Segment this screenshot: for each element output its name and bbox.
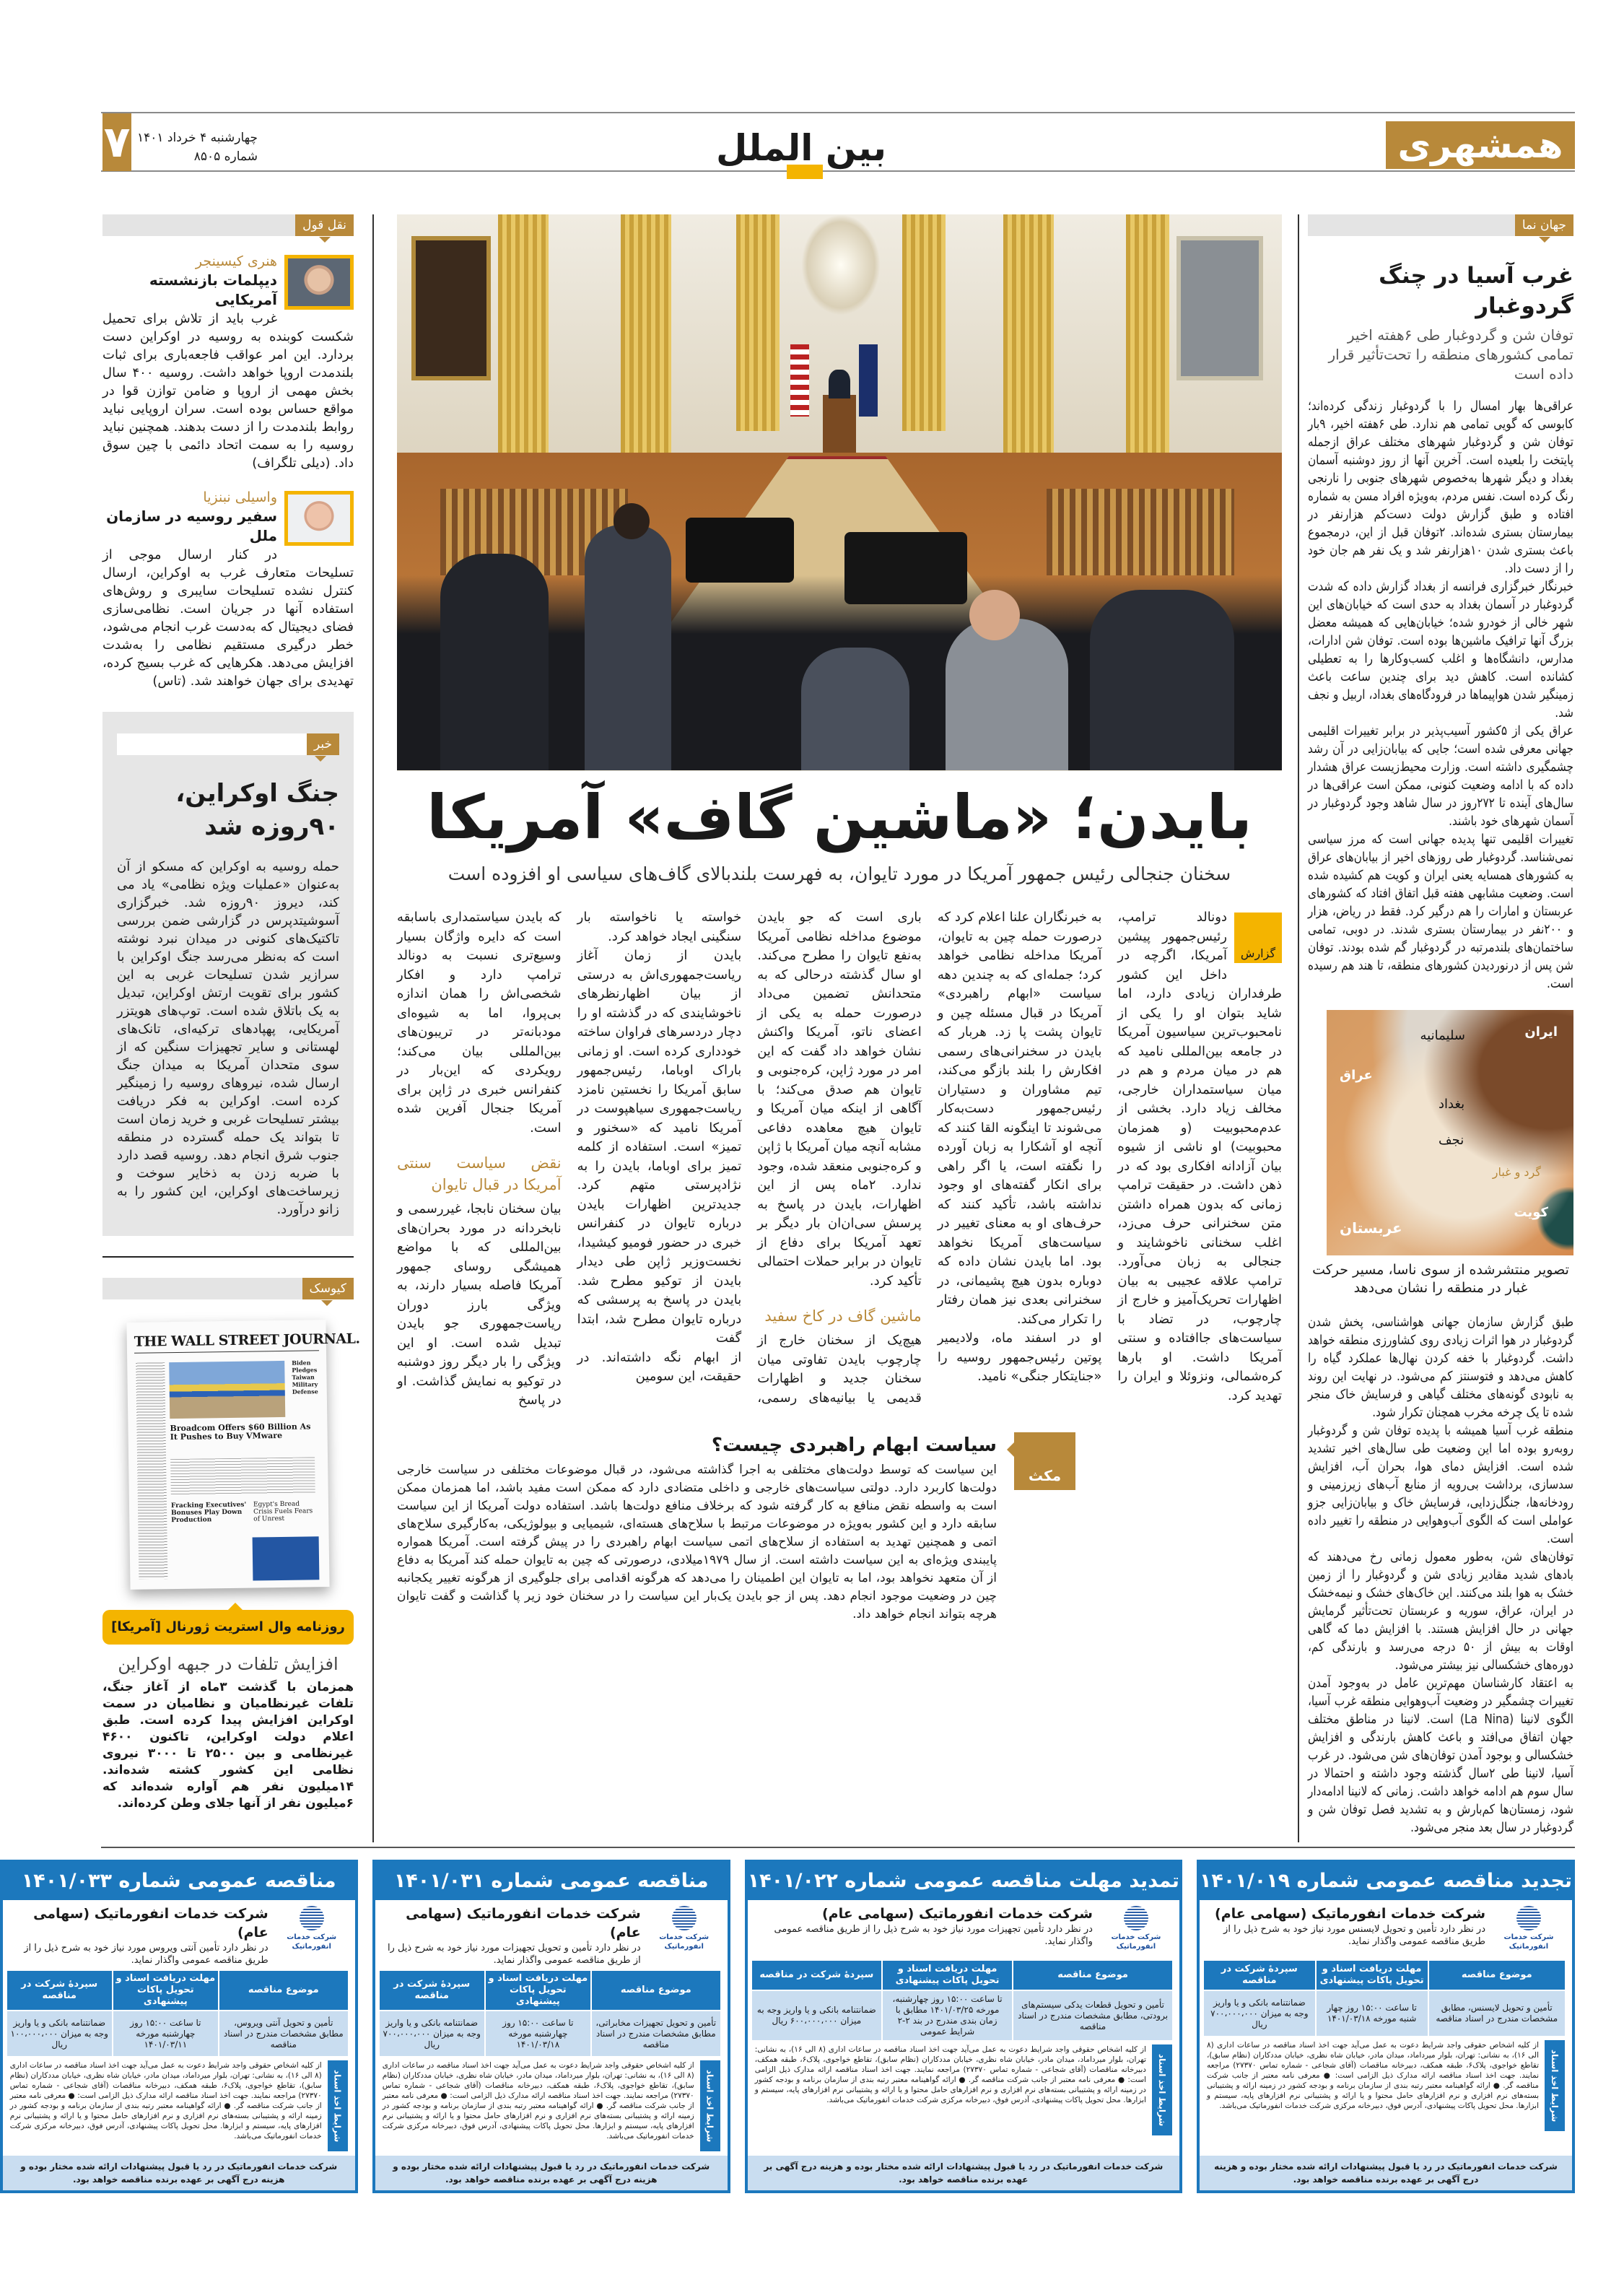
wsj-egypt-headline: Egypt's Bread Crisis Fuels Fears of Unrest — [253, 1500, 313, 1523]
conditions-text: از کلیه اشخاص حقوقی واجد شرایط دعوت به عمل می‌آید جهت اخذ اسناد مناقصه در ساعات اداری (۸ الی ۱۶)، به نشانی: تهران، بلوار میرداماد، میدان مادر، خیابان شاه نظری، خیابان مددکاران (نظام سابق)، تقاطع خواجوی، پلاک۶، طبقه همکف، دبیرخانه مناقصات (آقای شجاعی - شماره تماس ۲۷۳۷۰) مراجعه نمایند. جهت اخذ اسناد مناقصه ارائه مدارک ذیل الزامی است: ● معرفی نامه معتبر از جانب شرکت مناقصه گر. ● ارائه گواهینامه معتبر رتبه بندی از سازمان برنامه و بودجه کشور در زمینه ارائه و پشتیبانی بسته‌های نرم افزاری و نرم افزارهای حامل محتوا و یا ارائه و پشتیبانی نرم افزارهای پایه، سیستم و ابزارها. محل تحویل پاکات پیشنهادی، آدرس فوق، دبیرخانه مرکزی شرکت خدمات انفورماتیک می‌باشد. — [382, 2061, 694, 2140]
quote-author-role: سفیر روسیه در سازمان ملل — [106, 508, 277, 544]
map-label-kuwait: کویت — [1514, 1205, 1548, 1220]
kiosk-title: افزایش تلفات در جبهه اوکراین — [118, 1654, 339, 1674]
tender-subject: تأمین و تحویل لایسنس، مطابق مشخصات مندرج در اسناد مناقصه — [1429, 1991, 1566, 2036]
tender-ad — [372, 1860, 730, 2193]
map-label-iran: ایران — [1524, 1024, 1558, 1040]
map-caption: تصویر منتشرشده از سوی ناسا، مسیر حرکت غبار در منطقه را نشان می‌دهد — [1312, 1262, 1569, 1296]
header-top-rule — [101, 112, 1575, 113]
article-paragraph: توفان‌های شن، به‌طور معمول زمانی رخ می‌دهند که بادهای شدید مقادیر زیادی شن و گردوغبار را از زمین خشک به هوا بلند می‌کنند. این خاک‌های خشک و نیمه‌خشک در ایران، عراق، سوریه و عربستان تحت‌تأثیر گرمایش جهانی در حال افزایش هستند. با افزایش دما که گاهی اوقات به بیش از ۵۰ درجه می‌رسد و بارندگی کم، دوره‌های خشکسالی نیز بیشتر می‌شود. — [1307, 1549, 1573, 1673]
news-label-band — [117, 733, 339, 755]
tender-deadline: تا ساعت ۱۵:۰۰ روز چهار شنبه مورخه ۱۴۰۱/۰۳/۱۸ — [1317, 1991, 1428, 2036]
map-label-baghdad: بغداد — [1439, 1097, 1465, 1112]
company-logo-text: شرکت خدمات انفورماتیک — [1111, 1933, 1161, 1951]
company-logo-text: شرکت خدمات انفورماتیک — [1503, 1933, 1554, 1951]
us-flag — [790, 344, 809, 417]
globe-icon — [672, 1906, 697, 1930]
presidential-flag — [859, 344, 878, 417]
main-article-body — [397, 908, 1282, 1411]
world-label: جهان نما — [1515, 214, 1573, 236]
right-article-subtitle: توفان شن و گردوغبار طی ۶هفته اخیر تمامی کشورهای منطقه را تحت‌تأثیر قرار داده است — [1328, 326, 1573, 383]
biden-press-conference-photo — [397, 214, 1282, 771]
article-paragraph: خبرنگار خبرگزاری فرانسه از بغداد گزارش داده که شدت گردوغبار در آسمان بغداد به حدی است که خیابان‌های این شهر خالی از خودرو شده؛ خیابان‌هایی که همیشه معضل بزرگ آنها ترافیک ماشین‌ها بوده است. توفان شن ادارات، مدارس، دانشگاه‌ها و اغلب کسب‌وکارها را به تعطیلی کشانده است. کاهش دید برای چندین ساعت باعث زمینگیر شدن هواپیماها در فرودگاه‌های بغداد، اربیل و نجف شد. — [1307, 579, 1573, 720]
article-paragraph: که بایدن سیاستمداری باسابقه است که دایره واژگان بسیار وسیع‌تری نسبت به دونالد ترامپ دارد و افکار شخصی‌اش را همان اندازه بی‌پروا، اما به شیوه‌ای مودبانه‌تر در تریبون‌های بین‌المللی بیان می‌کند؛ رویکردی که این‌بار در کنفرانس خبری در ژاپن برای آمریکا جنجال آفرین شده است. — [397, 910, 562, 1136]
tender-conditions — [10, 2060, 348, 2151]
tender-footer: شرکت خدمات انفورماتیک در رد یا قبول پیشنهادات ارائه شده مختار بوده و هزینه درج آگهی بر عهده برنده مناقصه خواهد بود. — [375, 2156, 728, 2190]
quote-text: در کنار ارسال موجی از تسلیحات متعارف غرب به اوکراین، ارسال کنترل نشده تسلیحات سایبری و روش‌های استفاده آنها در جریان است. نظامی‌سازی فضای دیجیتال که به‌دست غرب انجام می‌شود، خطر درگیری مستقیم نظامی را به‌شدت افزایش می‌دهد. هکرهایی که غرب بسیج کرده، تهدیدی برای جهان خواهند شد. (تاس) — [102, 547, 354, 689]
tender-title: مناقصه عمومی شماره ۱۴۰۱/۰۳۱ — [375, 1863, 728, 1900]
tender-intro: در نظر دارد تأمین و تحویل لایسنس مورد نیاز خود به شرح ذیل را از طریق مناقصه عمومی واگذار نماید. — [1223, 1924, 1485, 1947]
wsj-ad-block — [253, 1536, 320, 1580]
right-article-body — [1308, 397, 1573, 993]
article-paragraph: دونالد ترامپ، رئیس‌جمهور پیشین آمریکا، اگرچه در داخل این کشور طرفداران زیادی دارد، اما شاید بتوان او را یکی از نامحبوب‌ترین سیاسیون آمریکا در جامعه بین‌المللی نامید که هم در میان مردم و هم در میان سیاستمداران خارجی، مخالف زیاد دارد. بخشی از عدم‌محبوبیت (و همزمان محبوبیت) او ناشی از شیوه بیان آزادانه افکاری بود که در ذهن داشت. در حقیقت ترامپ زمانی که بدون همراه داشتن متن سخنرانی حرف می‌زد، اغلب سخنانی ناخوشایند و جنجالی به زبان می‌آورد. ترامپ علاقه عجیبی به بیان اظهارات تحریک‌آمیز و خارج از چارچوب، در تضاد با سیاست‌های جاافتاده و سنتی آمریکا داشت. او بارها کره‌شمالی، ونزوئلا و ایران را تهدید کرد. — [1117, 910, 1282, 1403]
quotes-section-label — [102, 214, 354, 236]
column-divider — [1298, 214, 1299, 1842]
makth-label: مکث — [1014, 1432, 1075, 1490]
conditions-text: از کلیه اشخاص حقوقی واجد شرایط دعوت به عمل می‌آید جهت اخذ اسناد مناقصه در ساعات اداری (۸ الی ۱۶)، به نشانی: تهران، بلوار میرداماد، میدان مادر، خیابان شاه نظری، خیابان مددکاران (نظام سابق)، تقاطع خواجوی، پلاک۶، طبقه همکف، دبیرخانه مناقصات (آقای شجاعی - شماره تماس ۲۷۳۷۰) مراجعه نمایند. جهت اخذ اسناد مناقصه ارائه مدارک ذیل الزامی است: ● معرفی نامه معتبر از جانب شرکت مناقصه گر. ● ارائه گواهینامه معتبر رتبه بندی از سازمان برنامه و بودجه کشور در زمینه ارائه و پشتیبانی بسته‌های نرم افزاری و نرم افزارهای حامل محتوا و یا ارائه و پشتیبانی نرم افزارهای پایه، سیستم و ابزارها. محل تحویل پاکات پیشنهادی، آدرس فوق، دبیرخانه مرکزی شرکت خدمات انفورماتیک می‌باشد. — [1206, 2041, 1540, 2110]
company-logo — [1100, 1906, 1172, 1951]
kiosk-section-label — [102, 1278, 354, 1299]
quote-text: غرب باید از تلاش برای تحمیل شکست کوبنده به روسیه در اوکراین دست بردارد. این امر عواقب فاجعه‌باری برای ثبات بلندمدت اروپا خواهد داشت. روسیه ۴۰۰ سال بخش مهمی از اروپا و ضامن توازن قوا در مواقع حساس بوده است. سران اروپایی نباید روابط بلندمدت را از دست بدهند. همچنین نباید روسیه را به سمت اتحاد دائمی با چین سوق داد. (دیلی تلگراف) — [102, 311, 354, 471]
tender-subject: تأمین و تحویل قطعات یدکی سیستم‌های برودتی، مطابق مشخصات مندرج در اسناد مناقصه — [1013, 1991, 1172, 2040]
makth-box — [397, 1432, 1075, 1624]
left-column — [102, 214, 360, 1812]
tender-deadline: تا ساعت ۱۵:۰۰ روز چهارشنبه مورخه ۱۴۰۱/۰۳/۱۱ — [113, 2011, 218, 2056]
company-name: شرکت خدمات انفورماتیک (سهامی عام) — [1215, 1906, 1485, 1922]
wsj-front-page-image — [126, 1320, 360, 1590]
globe-icon — [1516, 1906, 1541, 1930]
issue-date: چهارشنبه ۴ خرداد ۱۴۰۱ — [137, 131, 258, 145]
text-lines — [136, 1362, 167, 1580]
company-name: شرکت خدمات انفورماتیک (سهامی عام) — [821, 1906, 1093, 1922]
tender-intro: در نظر دارد تأمین آنتی ویروس مورد نیاز خود به شرح ذیل را از طریق مناقصه عمومی واگذار نماید. — [24, 1943, 269, 1966]
tender-deposit: ضمانتنامه بانکی و یا واریز وجه به میزان ۶۰۰،۰۰۰،۰۰۰ ریال — [752, 1991, 881, 2040]
tender-title: مناقصه عمومی شماره ۱۴۰۱/۰۳۳ — [3, 1863, 355, 1900]
company-logo — [648, 1906, 720, 1951]
tender-ad — [1197, 1860, 1575, 2193]
kiosk-label: کیوسک — [302, 1278, 354, 1299]
makth-text: این سیاست که توسط دولت‌های مختلفی به اجرا گذاشته می‌شود، در قبال موضوعات مختلفی در سیاست خارجی دولت‌ها کاربرد دارد. دولتی سیاست‌های خارجی و داخلی متضادی دارد که ممکن است مفید باشد، اما همزمان ممکن است به واسطه نقض منافع به کار گرفته شود که برخلاف منافع دولت‌ها باشد. استفاده دولت آمریکا از این سیاست سابقه دارد و این کشور به‌ویژه در موضوعات مرتبط با سلاح‌های هسته‌ای، شیمیایی و بیولوژیکی، به‌کارگیری سلاح‌های اتمی و همچنین تهدید به استفاده از سلاح‌های اتمی سیاست ابهام راهبردی را در پیش گرفته است. آمریکا همواره پایبندی ویژه‌ای به این سیاست داشته است. از سال ۱۹۷۹میلادی، درصورتی که چین به تایوان حمله کند آمریکا به دفاع از آن متعهد نخواهد بود، اما به تایوان این اطمینان را می‌دهد که هرگونه اقدامی برای جلوگیری از هرگونه تغییر یکجانبه چین در وضعیت موجود انجام دهد. پس از جو بایدن یک‌بار این سیاست را در سخنان خود زیر پا گذاشت و گفت تایوان هرچه بتواند انجام خواهد داد. — [397, 1462, 997, 1621]
column-divider — [372, 214, 374, 1842]
article-paragraph: از ابهام نگه داشته‌اند. در حقیقت، این سومین — [577, 1349, 742, 1384]
col-subject-header: موضوع مناقصه — [1429, 1961, 1566, 1990]
newspaper-logo: همشهری — [1386, 121, 1575, 169]
wsj-side-headline: Biden Pledges Taiwan Military Defense — [292, 1359, 318, 1395]
tender-deposit: ضمانتنامه بانکی و یا واریز وجه به میزان ۷۰۰،۰۰۰،۰۰۰ ریال — [1204, 1991, 1315, 2036]
tender-table — [383, 1971, 720, 2056]
company-logo — [1493, 1906, 1565, 1951]
article-paragraph: تغییرات اقلیمی تنها پدیده جهانی است که مرز سیاسی نمی‌شناسد. گردوغبار طی روزهای اخیر از بیابان‌های عراق به کشورهای همسایه یعنی ایران و کویت هم کشیده شده است. وضعیت مشابهی هفته قبل اتفاق افتاد که کشورهای عربستان و امارات را هم درگیر کرد. فقط در ریاض، هزار و ۲۰۰نفر در بیمارستان بستری شدند. در دوبی، تمامی ساختمان‌های بلندمرتبه در گردوغبار گم شده بودند. توفان شن پس از درنوردیدن کشورهای منطقه، تا هند هم رسیده است. — [1307, 832, 1573, 991]
tender-subject: تأمین و تحویل آنتی ویروس، مطابق مشخصات مندرج در اسناد مناقصه — [219, 2011, 348, 2056]
tender-ad — [745, 1860, 1182, 2193]
tender-footer: شرکت خدمات انفورماتیک در رد یا قبول پیشنهادات ارائه شده مختار بوده و هزینه درج آگهی بر عهده برنده مناقصه خواهد بود. — [3, 2156, 355, 2190]
col-subject-header: موضوع مناقصه — [219, 1971, 348, 2010]
company-name: شرکت خدمات انفورماتیک (سهامی عام) — [406, 1906, 641, 1941]
tender-deposit: ضمانتنامه بانکی و یا واریز وجه به میزان ۷۰۰،۰۰۰،۰۰۰ ریال — [380, 2011, 484, 2056]
tender-conditions — [383, 2060, 720, 2151]
nebenzia-portrait — [284, 491, 354, 546]
article-paragraph: منطقه غرب آسیا همیشه با پدیده توفان شن و گردوغبار روبه‌رو بوده اما این وضعیت طی سال‌های اخیر تشدید شده است. افزایش دمای هوا، بحران آب، افزایش سدسازی، برداشت بی‌رویه از منابع آب‌های زیرزمینی و رودخانه‌ها، جنگل‌زدایی، فرسایش خاک و بیابان‌زایی جزو عواملی است که الگوی آب‌وهوایی در منطقه را تغییر داده است. — [1307, 1423, 1573, 1546]
tender-footer: شرکت خدمات انفورماتیک در رد یا قبول پیشنهادات ارائه شده مختار بوده و هزینه درج آگهی بر عهده برنده مناقصه خواهد بود. — [748, 2156, 1179, 2190]
map-label-najaf: نجف — [1439, 1133, 1464, 1148]
article-paragraph: عراق یکی از ۵کشور آسیب‌پذیر در برابر تغییرات اقلیمی جهانی معرفی شده است؛ جایی که بیابان‌زایی در آن رشد چشمگیری داشته است. وزارت محیط‌زیست عراق هشدار داده که با ادامه وضعیت کنونی، ممکن است عراقی‌ها در سال‌های آینده تا ۲۷۲روز در سال شاهد وجود گردوغبار در آسمان شهرهای خود باشند. — [1307, 723, 1573, 829]
right-column — [1308, 214, 1573, 1837]
makth-title: سیاست ابهام راهبردی چیست؟ — [711, 1434, 997, 1456]
tender-conditions — [755, 2044, 1172, 2135]
issue-info — [137, 129, 258, 166]
main-article — [397, 774, 1282, 1624]
header-bottom-rule — [101, 170, 1575, 172]
tender-table — [1207, 1961, 1565, 2036]
tender-table — [755, 1961, 1172, 2040]
tender-table — [10, 1971, 348, 2056]
quotes-label: نقل قول — [295, 214, 354, 236]
world-section-label — [1308, 214, 1573, 236]
company-logo-text: شرکت خدمات انفورماتیک — [659, 1933, 710, 1951]
news-label: خبر — [307, 733, 339, 755]
map-label-saudi: عربستان — [1340, 1219, 1402, 1237]
ads-divider — [101, 1847, 1575, 1848]
wsj-main-headline: Broadcom Offers $60 Billion As It Pushes to Buy VMware — [170, 1421, 311, 1442]
globe-icon — [1124, 1906, 1148, 1930]
col-deposit-header: سپردهٔ شرکت در مناقصه — [7, 1971, 112, 2010]
conditions-label: شرایط اخذ اسناد — [1152, 2044, 1172, 2135]
article-paragraph: به اعتقاد کارشناسان مهم‌ترین عامل در به‌وجود آمدن تغییرات چشمگیر در وضعیت آب‌وهوایی منطقه غرب آسیا، الگوی لانینا (La Nina) است. لانینا در مناطق مختلف جهان اتفاق می‌افتد و باعث کاهش بارندگی و افزایش خشکسالی و بوجود آمدن توفان‌های شن می‌شود. در غرب آسیا، لانینا طی ۲سال گذشته وجود داشته و احتمالا در سال سوم هم ادامه خواهد داشت. زمانی که لانینا ادامه‌دار شود، زمستان‌ها کم‌بارش و به تشدید فصل توفان شن و گردوغبار در سال بعد منجر می‌شود. — [1307, 1676, 1574, 1835]
col-deadline-header: مهلت دریافت اسناد و تحویل پاکات پیشنهادی — [883, 1961, 1012, 1990]
col-subject-header: موضوع مناقصه — [1013, 1961, 1172, 1990]
tender-ad — [0, 1860, 358, 2193]
company-logo-text: شرکت خدمات انفورماتیک — [287, 1933, 337, 1951]
tender-title: تجدید مناقصه عمومی شماره ۱۴۰۱/۰۱۹ — [1200, 1863, 1572, 1900]
tender-intro: در نظر دارد تأمین تجهیزات مورد نیاز خود به شرح ذیل را از طریق مناقصه عمومی واگذار نماید. — [774, 1924, 1093, 1947]
dust-storm-satellite-map — [1327, 1010, 1573, 1255]
kissinger-portrait — [284, 255, 354, 310]
map-label-iraq: عراق — [1340, 1068, 1373, 1083]
article-paragraph: بایدن از زمان آغاز ریاست‌جمهوری‌اش به درستی از بیان اظهارنظرهای ناخوشایندی که در گذشته او را دچار دردسرهای فراوان ساخته خودداری کرده است. او زمانی باراک اوباما، رئیس‌جمهور سابق آمریکا را نخستین نامزد ریاست‌جمهوری سیاهپوست در آمریکا نامید که «سخنور و تمیز» است. استفاده از کلمه تمیز برای اوباما، بایدن را به نژادپرستی متهم کرد. جدیدترین اظهارات بایدن درباره تایوان در کنفرانس خبری در حضور فومیو کیشیدا، نخست‌وزیر ژاپن طی دیدار بایدن از توکیو مطرح شد. بایدن در پاسخ به پرسشی که درباره تایوان مطرح شد، ابتدا گفت — [577, 948, 742, 1346]
news-box — [102, 712, 354, 1236]
section-title: بین الملل — [715, 127, 887, 169]
tender-intro: در نظر دارد تأمین و تحویل تجهیزات مورد نیاز خود به شرح ذیل را از طریق مناقصه عمومی واگذار نماید. — [387, 1943, 641, 1966]
divider — [102, 1256, 354, 1258]
front-page-photo — [169, 1361, 285, 1419]
map-label-dust: گرد و غبار — [1492, 1165, 1541, 1179]
article-paragraph: عراقی‌ها بهار امسال را با گردوغبار زندگی کرده‌اند؛ کابوسی که گویی تمامی هم ندارد. طی ۶هفته اخیر، ۹بار توفان شن و گردوغبار شهرهای مختلف عراق ازجمله پایتخت را بلعیده است. آخرین آنها از روز دوشنبه آسمان بغداد و دیگر شهرها به‌خصوص شهرهای جنوبی را نارنجی رنگ کرده است. نفس مردم، به‌ویژه افراد مسن به شماره افتاده و طبق گزارش دولت دست‌کم هزارنفر در بیمارستان بستری شده‌اند. ۲توفان قبل از این، درمجموع باعث بستری شدن ۱۰هزارنفر شد و یک نفر هم جان خود را از دست داد. — [1307, 399, 1573, 576]
col-deposit-header: سپردهٔ شرکت در مناقصه — [752, 1961, 881, 1990]
page-number: ۷ — [102, 113, 131, 171]
wsj-sub-headline: Fracking Executives' Bonuses Play Down Production — [170, 1501, 247, 1525]
wsj-masthead: THE WALL STREET JOURNAL. — [134, 1331, 319, 1354]
article-paragraph: طبق گزارش سازمان جهانی هواشناسی، پخش شدن گردوغبار در هوا اثرات زیادی روی کشاورزی منطقه خواهد داشت. گردوغبار با خفه کردن نهال‌ها عملکرد گیاه را کاهش می‌دهد و فتوسنتز کم می‌شود. در نهایت این روند به نابودی گونه‌های مختلف گیاهی و فرسایش خاک منجر شده تا یک چرخه مخرب همچنان تکرار شود. — [1307, 1315, 1573, 1420]
right-article-body-continued — [1308, 1313, 1573, 1837]
main-headline: بایدن؛ «ماشین گاف» آمریکا — [427, 782, 1252, 853]
tender-deposit: ضمانتنامه بانکی و یا واریز وجه به میزان ۱۰۰،۰۰۰،۰۰۰ ریال — [7, 2011, 112, 2056]
tender-footer: شرکت خدمات انفورماتیک در رد یا قبول پیشنهادات ارائه شده مختار بوده و هزینه درج آگهی بر عهده برنده مناقصه خواهد بود. — [1200, 2156, 1572, 2190]
quote-nebenzia — [102, 488, 354, 690]
quote-author-role: دیپلمات بازنشسته آمریکایی — [149, 271, 277, 308]
article-paragraph: هیچ‌یک از سخنان خارج از چارچوب بایدن تفاوتی میان سخنان جدید و اظهارات قدیمی یا بیانیه‌های رسمی، خواسته یا ناخواسته بار سنگینی ایجاد خواهد کرد. — [577, 910, 922, 1406]
col-deadline-header: مهلت دریافت اسناد و تحویل پاکات پیشنهادی — [486, 1971, 590, 2010]
article-paragraph: او در اسفند ماه، ولادیمیر پوتین رئیس‌جمهور روسیه را «جنایتکار جنگی» نامید. — [937, 1331, 1102, 1384]
issue-number: شماره ۸۵۰۵ — [193, 149, 258, 164]
article-paragraph: بیان سخنان نابجا، غیررسمی و نابخردانه در مورد بحران‌های بین‌المللی که با مواضع همیشگی روسای جمهور آمریکا فاصله بسیار دارند، به ویژگی بارز دوران ریاست‌جمهوری جو بایدن تبدیل شده است. او این ویژگی را بار دیگر روز دوشنبه در توکیو به نمایش گذاشت. او در پاسخ — [397, 1201, 562, 1408]
quote-author-name: واسیلی نبنزیا — [203, 489, 277, 505]
chandelier — [801, 214, 881, 315]
speaker — [829, 370, 850, 399]
tender-conditions — [1207, 2040, 1565, 2131]
text-lines — [170, 1457, 315, 1495]
right-article-title: غرب آسیا در چنگ گردوغبار — [1379, 263, 1573, 319]
quote-author-name: هنری کیسینجر — [195, 253, 277, 269]
conditions-label: شرایط اخذ اسناد — [700, 2060, 720, 2151]
kiosk-caption: روزنامه وال استریت ژورنال [آمریکا] — [102, 1610, 354, 1645]
conditions-label: شرایط اخذ اسناد — [328, 2060, 348, 2151]
conditions-label: شرایط اخذ اسناد — [1545, 2040, 1565, 2131]
col-subject-header: موضوع مناقصه — [592, 1971, 720, 2010]
news-text: حمله روسیه به اوکراین که مسکو از آن به‌عنوان «عملیات ویژه نظامی» یاد می کند، دیروز ۹۰روزه شد. خبرگزاری آسوشیتدپرس در گزارشی ضمن بررسی تاکتیک‌های کنونی در میدان نبرد نوشته است که به‌نظر می‌رسد جنگ اوکراین با سرازیر شدن تسلیحات غربی به این کشور برای تقویت ارتش اوکراین، تبدیل به یک باتلاق شده است. توپ‌های هویتزر آمریکایی، پهپادهای ترکیه‌ای، تانک‌های لهستانی و سایر تجهیزات سنگین که از سوی متحدان آمریکا به میدان جنگ ارسال شده، نیروهای روسیه را زمینگیر کرده است. اوکراین به فکر دریافت بیشتر تسلیحات غربی و خرید زمان است تا بتواند یک حمله گسترده در منطقه جنوب شرق انجام دهد. روسیه قصد دارد با ضربه زدن به ذخایر سوخت و زیرساخت‌های اوکراین، این کشور را به زانو درآورد. — [117, 859, 339, 1217]
kiosk-text: همزمان با گذشت ۳ماه از آغاز جنگ، تلفات غیرنظامیان و نظامیان در سمت اوکراین افزایش پیدا کرده است. طبق اعلام دولت اوکراین، تاکنون ۴۶۰۰ غیرنظامی و بین ۲۵۰۰ تا ۳۰۰۰ نیروی نظامی این کشور کشته شده‌اند. ۱۴میلیون نفر هم آواره شده‌اند که ۶میلیون نفر از آنها جلای وطن کرده‌اند. — [102, 1680, 354, 1811]
tender-deadline: تا ساعت ۱۵:۰۰ روز چهارشنبه مورخه ۱۴۰۱/۰۳/۱۸ — [486, 2011, 590, 2056]
tender-subject: تأمین و تحویل تجهیزات مخابراتی، مطابق مشخصات مندرج در اسناد مناقصه — [592, 2011, 720, 2056]
tender-deadline: تا ساعت ۱۵:۰۰ روز چهارشنبه، مورخه ۱۴۰۱/۰۳/۲۵ مطابق با زمان بندی مندرج در بند ۲-۲ شرایط عمومی — [883, 1991, 1012, 2040]
col-deposit-header: سپردهٔ شرکت در مناقصه — [1204, 1961, 1315, 1990]
tender-title: تمدید مهلت مناقصه عمومی شماره ۱۴۰۱/۰۲۲ — [748, 1863, 1179, 1900]
conditions-text: از کلیه اشخاص حقوقی واجد شرایط دعوت به عمل می‌آید جهت اخذ اسناد مناقصه در ساعات اداری (۸ الی ۱۶)، به نشانی: تهران، بلوار میرداماد، میدان مادر، خیابان شاه نظری، خیابان مددکاران (نظام سابق)، تقاطع خواجوی، پلاک۶، طبقه همکف، دبیرخانه مناقصات (آقای شجاعی - شماره تماس ۲۷۳۷۰) مراجعه نمایند. جهت اخذ اسناد مناقصه ارائه مدارک ذیل الزامی است: ● معرفی نامه معتبر از جانب شرکت مناقصه گر. ● ارائه گواهینامه معتبر رتبه بندی از سازمان برنامه و بودجه کشور در زمینه ارائه و پشتیبانی بسته‌های نرم افزاری و نرم افزارهای حامل محتوا و یا ارائه و پشتیبانی نرم افزارهای پایه، سیستم و ابزارها. محل تحویل پاکات پیشنهادی، آدرس فوق، دبیرخانه مرکزی شرکت خدمات انفورماتیک می‌باشد. — [9, 2061, 322, 2140]
article-paragraph: به خبرنگاران علنا اعلام کرد که درصورت حمله چین به تایوان، آمریکا مداخله نظامی خواهد کرد؛ جمله‌ای که به چندین دهه سیاست «ابهام راهبردی» آمریکا در قبال مسئله چین و تایوان پشت پا زد. هربار که بایدن در سخنرانی‌های رسمی افکارش را بلند بازگو می‌کند، تیم مشاوران و دستیاران رئیس‌جمهور دست‌به‌کار می‌شوند تا اینگونه القا کنند که آنچه او آشکارا به زبان آورده را نگفته است، یا اگر راهی برای انکار گفته‌های او وجود نداشته باشد، تأکید کنند که حرف‌های او به معنای تغییر در سیاست‌های آمریکا نخواهد بود. اما بایدن نشان داده که دوباره بدون هیچ پشیمانی، در سخنرانی بعدی نیز همان رفتار را تکرار می‌کند. — [937, 910, 1102, 1327]
quote-kissinger — [102, 252, 354, 472]
col-deadline-header: مهلت دریافت اسناد و تحویل پاکات پیشنهادی — [1317, 1961, 1428, 1990]
report-label: گزارش — [1234, 913, 1282, 963]
article-subhead: نقض سیاست سنتی آمریکا در قبال تایوان — [397, 1154, 562, 1193]
article-subhead: ماشین گاف در کاخ سفید — [764, 1307, 922, 1325]
company-logo — [276, 1906, 348, 1951]
col-deposit-header: سپردهٔ شرکت در مناقصه — [380, 1971, 484, 2010]
col-deadline-header: مهلت دریافت اسناد و تحویل پاکات پیشنهادی — [113, 1971, 218, 2010]
news-title: جنگ اوکراین، ۹۰روزه شد — [175, 779, 339, 841]
main-subheadline: سخنان جنجالی رئیس جمهور آمریکا در مورد تایوان، به فهرست بلندبالای گاف‌های سیاسی او افزوده است — [448, 863, 1231, 884]
podium — [823, 395, 856, 460]
globe-icon — [300, 1906, 324, 1930]
tender-ads — [9, 1860, 1575, 2193]
map-label-sulaymaniyah: سلیمانیه — [1420, 1028, 1465, 1043]
article-paragraph: باری است که جو بایدن موضوع مداخله نظامی آمریکا به‌نفع تایوان را مطرح می‌کند. او سال گذشته درحالی که به متحدانش تضمین می‌داد درصورت حمله به یکی از اعضای ناتو، آمریکا واکنش نشان خواهد داد گفت که این امر در مورد ژاپن، کره‌جنوبی و تایوان هم صدق می‌کند؛ با آگاهی از اینکه میان آمریکا و تایوان هیچ معاهده دفاعی مشابه آنچه میان آمریکا با ژاپن و کره‌جنوبی منعقد شده، وجود ندارد. ۲ماه پس از این اظهارات، بایدن در پاسخ به پرسش سی‌ان‌ان بار دیگر بر تعهد آمریکا برای دفاع از تایوان در برابر حملات احتمالی تأکید کرد. — [757, 910, 922, 1289]
conditions-text: از کلیه اشخاص حقوقی واجد شرایط دعوت به عمل می‌آید جهت اخذ اسناد مناقصه در ساعات اداری (۸ الی ۱۶)، به نشانی: تهران، بلوار میرداماد، میدان مادر، خیابان شاه نظری، خیابان مددکاران (نظام سابق)، تقاطع خواجوی، پلاک۶، طبقه همکف، دبیرخانه مناقصات (آقای شجاعی - شماره تماس ۲۷۳۷۰) مراجعه نمایند. جهت اخذ اسناد مناقصه ارائه مدارک ذیل الزامی است: ● معرفی نامه معتبر از جانب شرکت مناقصه گر. ● ارائه گواهینامه معتبر رتبه بندی از سازمان برنامه و بودجه کشور در زمینه ارائه و پشتیبانی بسته‌های نرم افزاری و نرم افزارهای حامل محتوا و یا ارائه و پشتیبانی نرم افزارهای پایه، سیستم و ابزارها. محل تحویل پاکات پیشنهادی، آدرس فوق، دبیرخانه مرکزی شرکت خدمات انفورماتیک می‌باشد. — [754, 2045, 1146, 2104]
company-name: شرکت خدمات انفورماتیک (سهامی عام) — [33, 1906, 269, 1941]
